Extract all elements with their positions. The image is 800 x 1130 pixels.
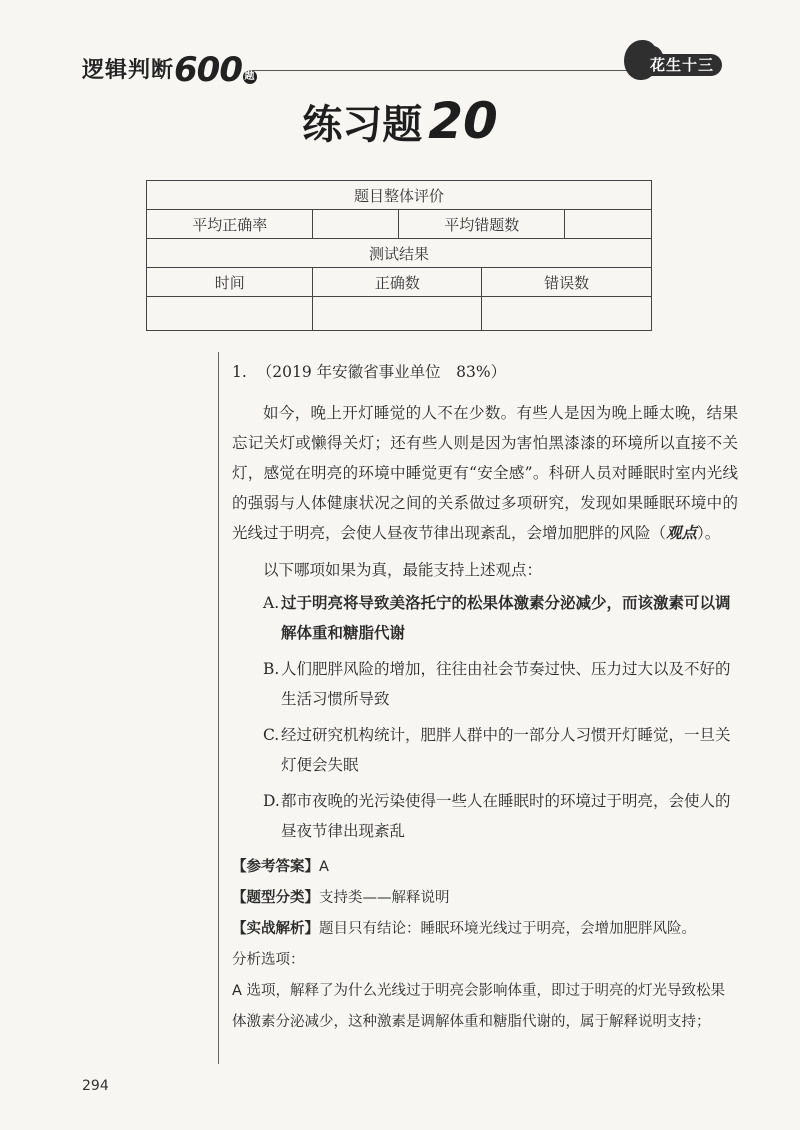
avg-wrong-count-value [565,210,652,239]
analysis-value: 题目只有结论：睡眠环境光线过于明亮，会增加肥胖风险。 [319,921,696,937]
brand-logo [624,40,742,84]
option-b [263,654,738,714]
option-letter: C. [263,726,280,744]
brand-label: 花生十三 [644,54,722,76]
question-type-value: 支持类——解释说明 [319,890,450,906]
question-prompt: 以下哪项如果为真，最能支持上述观点： [263,561,543,579]
column-header-correct: 正确数 [313,268,482,297]
time-value-cell [147,297,313,331]
overall-evaluation-heading: 题目整体评价 [147,181,652,210]
option-text: 都市夜晚的光污染使得一些人在睡眠时的环境过于明亮，会使人的昼夜节律出现紊乱 [281,792,731,840]
question-source: （2019 年安徽省事业单位 83%） [256,363,507,381]
option-c [263,720,738,780]
analysis [232,914,738,945]
avg-correct-rate-value [313,210,399,239]
book-title-number: 600 [174,50,242,90]
avg-correct-rate-label: 平均正确率 [147,210,313,239]
page-number: 294 [82,1078,109,1094]
stem-keyword: 观点 [666,523,698,542]
book-title [82,46,257,90]
reference-answer-value: A [319,859,329,875]
question-header [232,356,738,388]
option-d [263,786,738,846]
analysis-subheading: 分析选项： [232,952,305,968]
page-title-text: 练习题 [302,102,423,148]
page-title-number: 20 [428,92,498,150]
reference-answer [232,852,738,883]
option-letter: A. [263,594,280,612]
question-type-tag: 【题型分类】 [232,890,319,906]
test-result-heading: 测试结果 [147,239,652,268]
option-letter: D. [263,792,280,810]
page-title [0,92,800,150]
option-a [263,588,738,648]
question-stem [232,398,738,548]
reference-answer-tag: 【参考答案】 [232,859,319,875]
option-text: 人们肥胖风险的增加，往往由社会节奏过快、压力过大以及不好的生活习惯所导致 [281,660,731,708]
correct-count-cell [313,297,482,331]
option-text: 经过研究机构统计，肥胖人群中的一部分人习惯开灯睡觉，一旦关灯便会失眠 [281,726,731,774]
analysis-option-a: A 选项，解释了为什么光线过于明亮会影响体重，即过于明亮的灯光导致松果体激素分泌减少，这种激素是调解体重和糖脂代谢的，属于解释说明支持； [232,983,726,1030]
option-text: 过于明亮将导致美洛托宁的松果体激素分泌减少，而该激素可以调解体重和糖脂代谢 [281,593,731,642]
column-header-time: 时间 [147,268,313,297]
question-number: 1. [232,363,247,381]
wrong-count-cell [482,297,652,331]
option-letter: B. [263,660,280,678]
book-title-text: 逻辑判断 [82,58,175,83]
analysis-tag: 【实战解析】 [232,921,319,937]
question-type [232,883,738,914]
running-header [82,40,742,90]
avg-wrong-count-label: 平均错题数 [399,210,565,239]
stem-end: ）。 [697,524,721,542]
stem-text: 如今，晚上开灯睡觉的人不在少数。有些人是因为晚上睡太晚，结果忘记关灯或懒得关灯；还有些人则是因为害怕黑漆漆的环境所以直接不关灯，感觉在明亮的环境中睡觉更有“安全感”。科研人员对睡眠时室内光线的强弱与人体健康状况之间的关系做过多项研究，发现如果睡眠环境中的光线过于明亮，会使人昼夜节律出现紊乱，会增加肥胖的风险（ [232,404,738,542]
question-block [232,356,738,1038]
column-header-wrong: 错误数 [482,268,652,297]
question-margin-rule [218,352,219,1064]
book-title-suffix: 题 [244,71,256,82]
evaluation-table [146,180,652,331]
answer-section [232,852,738,1038]
